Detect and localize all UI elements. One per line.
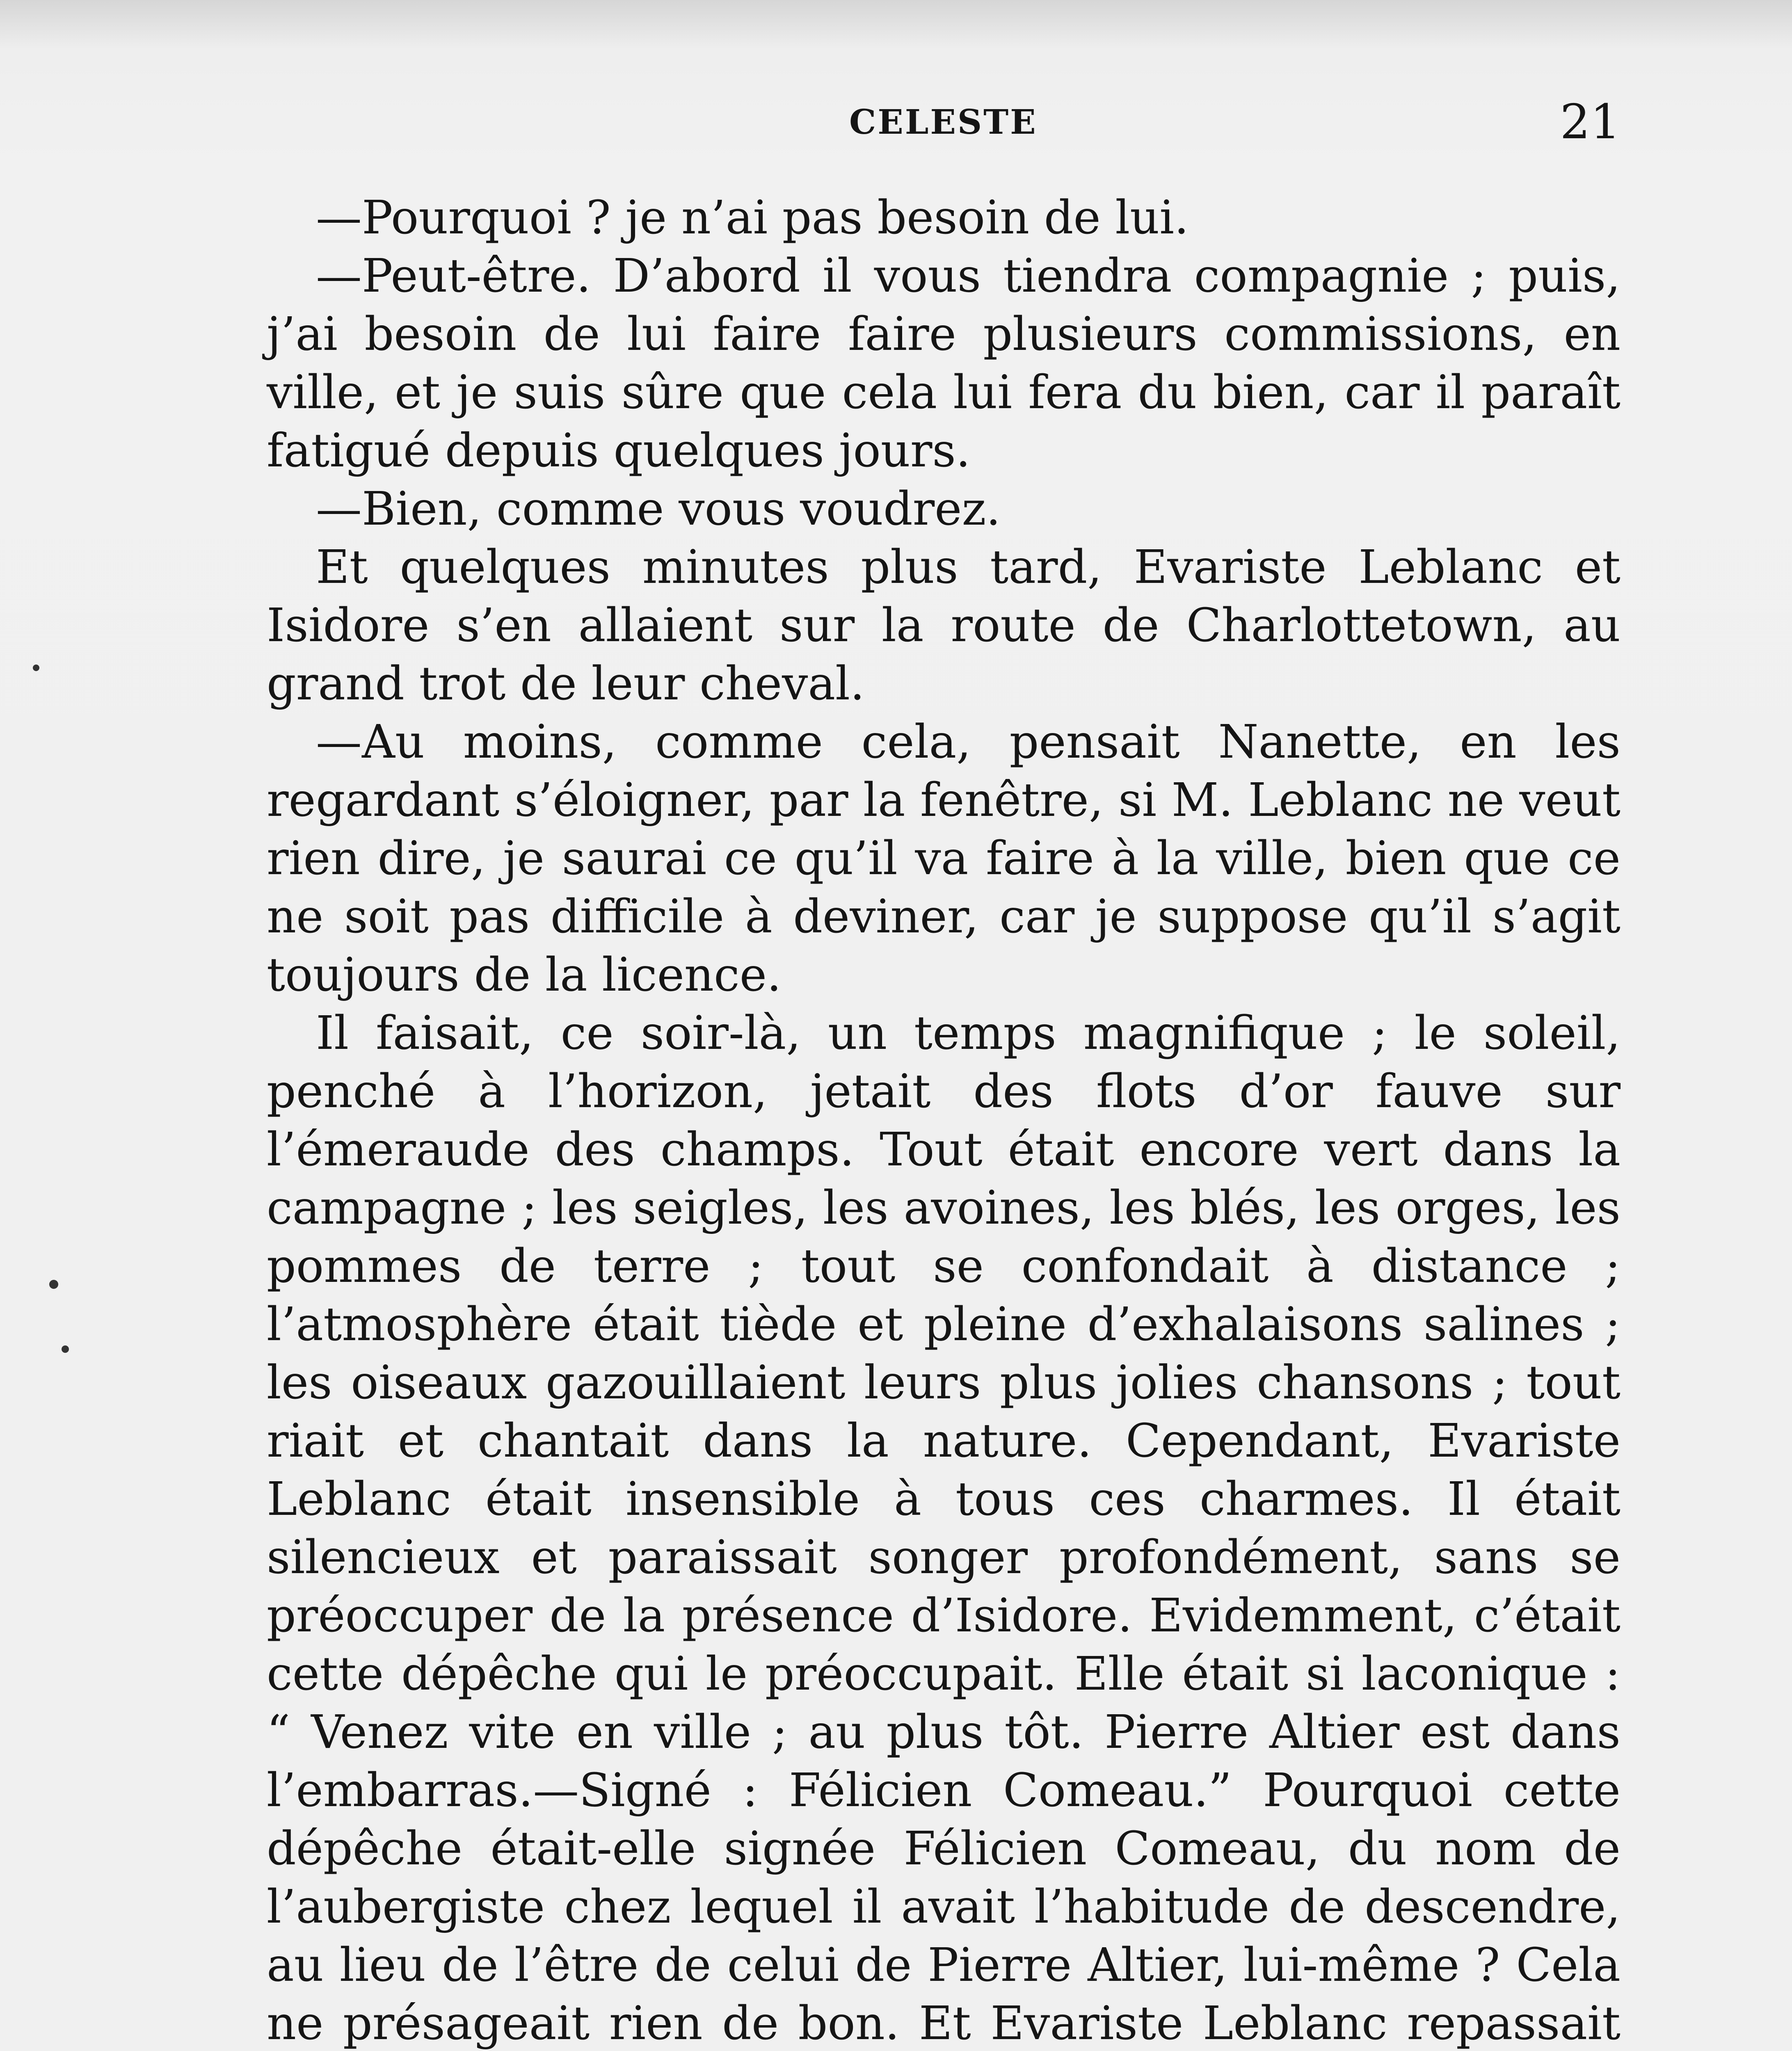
running-title: CELESTE [849, 103, 1038, 142]
paragraph: —Au moins, comme cela, pensait Nanette, en les regardant s’éloigner, par la fenêtre, si M. Leblanc ne veut rien dire, je saurai ce qu’il va faire à la ville, bien que ce ne soit pas difficile à deviner, car je suppose qu’il s’agit toujours de la licence. [267, 715, 1621, 1002]
paragraph: —Peut-être. D’abord il vous tiendra compagnie ; puis, j’ai besoin de lui faire faire plusieurs commissions, en ville, et je suis sûre que cela lui fera du bien, car il paraît fatigué depuis quelques jours. [267, 249, 1621, 477]
page-number: 21 [1560, 94, 1621, 150]
paragraph: Et quelques minutes plus tard, Evariste Leblanc et Isidore s’en allaient sur la route de Charlottetown, au grand trot de leur cheval. [267, 541, 1621, 710]
ink-speck [33, 665, 39, 671]
ink-speck [49, 1280, 58, 1289]
paragraph: —Pourquoi ? je n’ai pas besoin de lui. [316, 191, 1189, 244]
paragraph: Il faisait, ce soir-là, un temps magnifique ; le soleil, penché à l’horizon, jetait des flots d’or fauve sur l’émeraude des champs. Tout était encore vert dans la campagne ; les seigles, les avoines, les blés, les orges, les pommes de terre ; tout se confondait à distance ; l’atmosphère était tiède et pleine d’exhalaisons salines ; les oiseaux gazouillaient leurs plus jolies chansons ; tout riait et chantait dans la nature. Cependant, Evariste Leblanc était insensible à tous ces charmes. Il était silencieux et paraissait songer profondément, sans se préoccuper de la présence d’Isidore. Evidemment, c’était cette dépêche qui le préoccupait. Elle était si laconique : “ Venez vite en ville ; au plus tôt. Pierre Altier est dans l’embarras.—Signé : Félicien Comeau.” Pourquoi cette dépêche était-elle signée Félicien Comeau, du nom de l’aubergiste chez lequel il avait l’habitude de descendre, au lieu de l’être de celui de Pierre Altier, lui-même ? Cela ne présageait rien de bon. Et Evariste Leblanc repassait [267, 1007, 1621, 2050]
ink-speck [62, 1345, 69, 1353]
paragraph: —Bien, comme vous voudrez. [316, 482, 1001, 536]
page-header [267, 94, 1621, 150]
body-text [267, 189, 1621, 2051]
